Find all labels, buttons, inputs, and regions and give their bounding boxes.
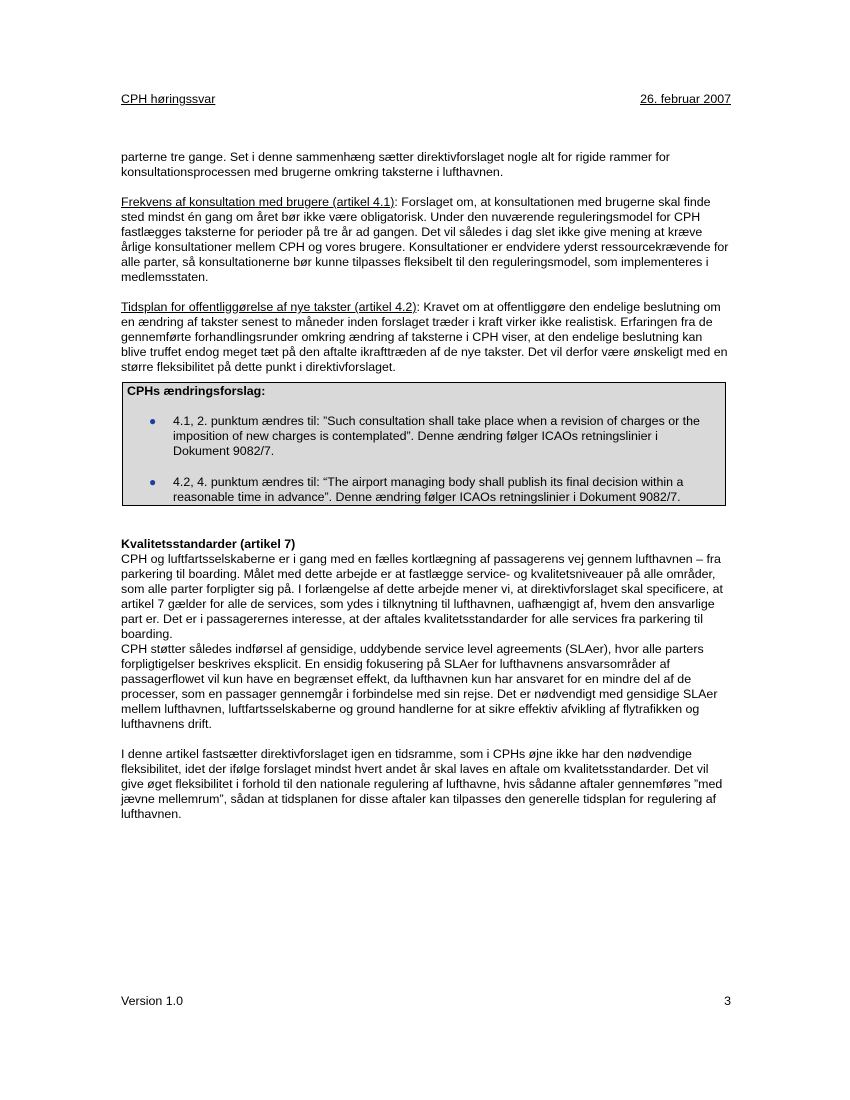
frequency-text: : Forslaget om, at konsultationen med brugerne skal finde sted mindst én gang om året bør ikke være obligatorisk. Under den nuværende reguleringsmodel for CPH fastlægges taksterne for perioder på tre år ad gangen. Det vil således i dag slet ikke give mening at kræve årlige konsultationer mellem CPH og vores brugere. Konsultationer er endvidere yderst ressourcekrævende for alle parter, så konsultationerne bør kunne tilpasses fleksibelt til den reguleringsmodel, som implementeres i medlemsstaten. xyxy=(121,195,729,284)
header-document-title: CPH høringssvar xyxy=(121,92,216,106)
bullet-icon: ● xyxy=(149,414,157,428)
section-title-quality: Kvalitetsstandarder (artikel 7) xyxy=(121,537,296,551)
frequency-heading: Frekvens af konsultation med brugere (artikel 4.1) xyxy=(121,195,395,209)
document-body xyxy=(121,150,731,822)
timeline-heading: Tidsplan for offentliggørelse af nye takster (artikel 4.2) xyxy=(121,300,417,314)
paragraph-intro: parterne tre gange. Set i denne sammenhæng sætter direktivforslaget nogle alt for rigide rammer for konsultationsprocessen med brugerne omkring taksterne i lufthavnen. xyxy=(121,150,670,179)
footer-version: Version 1.0 xyxy=(121,994,183,1008)
page-header xyxy=(121,92,731,108)
paragraph-quality-3: I denne artikel fastsætter direktivforslaget igen en tidsramme, som i CPHs øjne ikke har den nødvendige fleksibilitet, idet der ifølge forslaget mindst hvert andet år skal laves en aftale om kvalitetsstandarder. Det vil give øget fleksibilitet i forhold til den nationale regulering af lufthavne, hvis sådanne aftaler gennemføres ”med jævne mellemrum”, sådan at tidsplanen for disse aftaler kan tilpasses den generelle tidsplan for regulering af lufthavnen. xyxy=(121,747,723,821)
timeline-text: : Kravet om at offentliggøre den endelige beslutning om en ændring af takster senest to måneder inden forslaget træder i kraft virker ikke realistisk. Erfaringen fra de gennemførte forhandlingsrunder omkring ændring af taksterne i CPH viser, at den endelige beslutning kan blive truffet endog meget tæt på den aftalte ikrafttræden af de nye takster. Det vil derfor være ønskeligt med en større fleksibilitet på dette punkt i direktivforslaget. xyxy=(121,300,728,374)
paragraph-timeline xyxy=(121,300,731,375)
amendment-proposal-list xyxy=(123,414,725,505)
header-date: 26. februar 2007 xyxy=(640,92,731,106)
list-item xyxy=(123,475,725,505)
paragraph-quality-1: CPH og luftfartsselskaberne er i gang med en fælles kortlægning af passagerens vej gennem lufthavnen – fra parkering til boarding. Målet med dette arbejde er at fastlægge service- og kvalitetsniveauer på alle områder, som alle parter forpligter sig på. I forlængelse af dette arbejde mener vi, at direktivforslaget skal specificere, at artikel 7 gælder for alle de services, som ydes i tilknytning til lufthavnen, uafhængigt af, hvem den ansvarlige part er. Det er i passagerernes interesse, at der aftales kvalitetsstandarder for alle services fra parkering til boarding. xyxy=(121,552,723,641)
bullet-icon: ● xyxy=(149,475,157,489)
footer-page-number: 3 xyxy=(724,994,731,1008)
paragraph-quality-2: CPH støtter således indførsel af gensidige, uddybende service level agreements (SLAer), hvor alle parters forpligtigelser beskrives eksplicit. En ensidig fokusering på SLAer for lufthavnens ansvarsområder af passagerflowet vil kun have en begrænset effekt, da lufthavnen kun har ansvaret for en mindre del af de processer, som en passager gennemgår i forbindelse med sin rejse. Det er nødvendigt med gensidige SLAer mellem lufthavnen, luftfartsselskaberne og ground handlerne for at sikre effektiv afvikling af flytrafikken og lufthavnens drift. xyxy=(121,642,718,731)
list-item xyxy=(123,414,725,459)
amendment-proposal-title: CPHs ændringsforslag: xyxy=(127,384,266,398)
amendment-proposal-box xyxy=(122,382,726,506)
paragraph-frequency xyxy=(121,195,731,285)
page-footer xyxy=(121,994,731,1010)
amendment-item-text: 4.1, 2. punktum ændres til: ”Such consultation shall take place when a revision of charges or the imposition of new charges is contemplated”. Denne ændring følger ICAOs retningslinier i Dokument 9082/7. xyxy=(173,414,700,458)
amendment-item-text: 4.2, 4. punktum ændres til: “The airport managing body shall publish its final decision within a reasonable time in advance”. Denne ændring følger ICAOs retningslinier i Dokument 9082/7. xyxy=(173,475,684,504)
